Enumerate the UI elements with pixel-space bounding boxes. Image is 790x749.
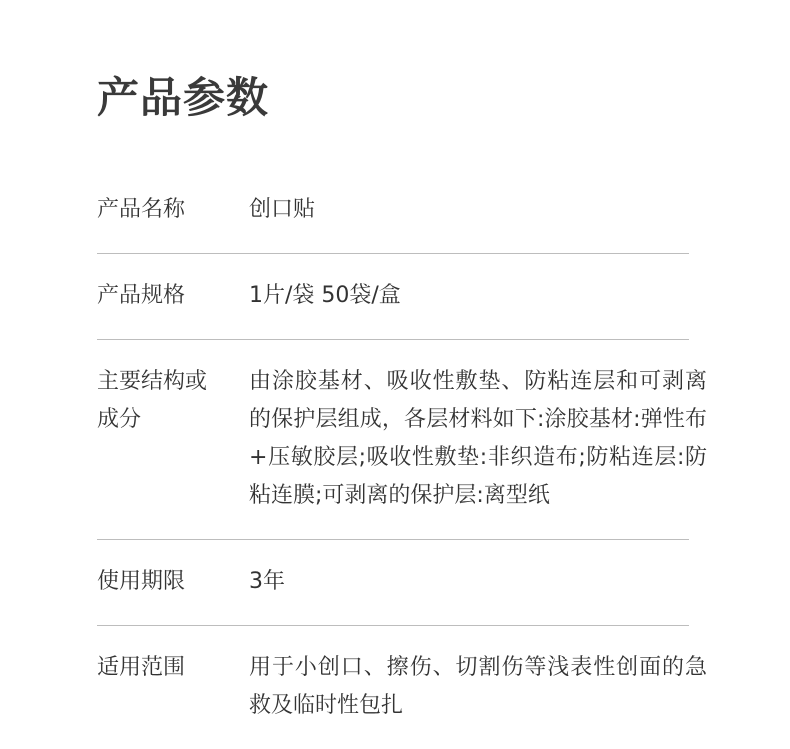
spec-value: 由涂胶基材、吸收性敷垫、防粘连层和可剥离的保护层组成，各层材料如下:涂胶基材:弹性布+压敏胶层;吸收性敷垫:非织造布;防粘连层:防粘连膜;可剥离的保护层:离型纸 xyxy=(249,369,707,508)
spec-value: 用于小创口、擦伤、切割伤等浅表性创面的急救及临时性包扎 xyxy=(249,655,707,718)
spec-label: 适用范围 xyxy=(97,655,186,680)
spec-row-scope xyxy=(97,626,707,749)
spec-label: 使用期限 xyxy=(97,569,186,594)
spec-row-product-name xyxy=(97,168,689,254)
spec-value: 创口贴 xyxy=(249,197,316,222)
spec-row-composition xyxy=(97,340,707,540)
spec-label: 主要结构或成分 xyxy=(97,369,208,432)
spec-row-specification xyxy=(97,254,689,340)
spec-row-shelf-life xyxy=(97,540,689,626)
spec-label: 产品规格 xyxy=(97,283,186,308)
spec-table xyxy=(97,168,707,749)
page-title: 产品参数 xyxy=(97,73,270,122)
spec-value: 1片/袋 50袋/盒 xyxy=(249,283,401,308)
spec-label: 产品名称 xyxy=(97,197,186,222)
spec-value: 3年 xyxy=(249,569,285,594)
